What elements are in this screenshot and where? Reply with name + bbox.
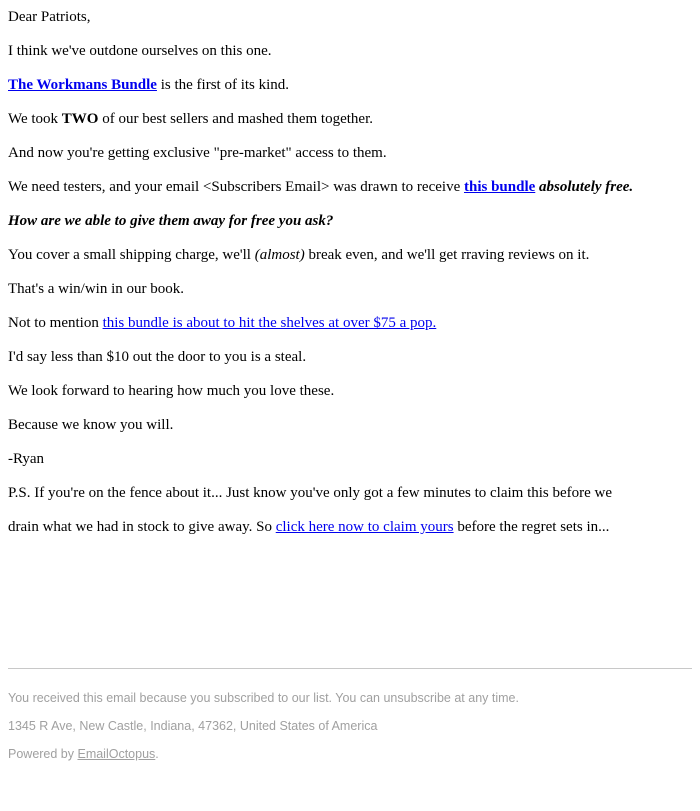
ps-rest: before the regret sets in... (453, 519, 610, 535)
shipping-rest: break even, and we'll get rraving reviews on it. (304, 247, 590, 263)
this-bundle-link-text: this bundle (463, 179, 536, 195)
emailoctopus-link[interactable]: EmailOctopus (77, 747, 156, 761)
footer-powered-by (8, 746, 159, 762)
paragraph-two-best-sellers (8, 110, 373, 128)
greeting: Dear Patriots, (8, 9, 91, 25)
paragraph-steal: I'd say less than $10 out the door to you is a steal. (8, 349, 307, 365)
paragraph-win-win: That's a win/win in our book. (8, 281, 185, 297)
claim-yours-link[interactable]: click here now to claim yours (275, 519, 454, 535)
this-bundle-link[interactable] (464, 179, 535, 195)
ps-line-1: P.S. If you're on the fence about it... Just know you've only got a few minutes to claim this before we (8, 485, 613, 501)
mention-pre: Not to mention (8, 315, 103, 331)
two-pre: We took (8, 111, 62, 127)
paragraph-shipping (8, 246, 589, 264)
signature: -Ryan (8, 451, 45, 467)
ps-pre: drain what we had in stock to give away. So (8, 519, 276, 535)
paragraph-question (8, 212, 333, 230)
ps-line-2 (8, 518, 609, 536)
paragraph-not-to-mention (8, 314, 436, 332)
workmans-bundle-link-text: The Workmans Bundle (8, 77, 157, 93)
workmans-bundle-link[interactable] (8, 77, 157, 93)
powered-by-text: Powered by (8, 747, 78, 761)
shelves-price-link[interactable]: this bundle is about to hit the shelves at over $75 a pop. (102, 315, 437, 331)
shipping-pre: You cover a small shipping charge, we'll (8, 247, 255, 263)
testers-pre: We need testers, and your email <Subscribers Email> was drawn to receive (8, 179, 464, 195)
footer-notice: You received this email because you subscribed to our list. You can unsubscribe at any time. (8, 691, 519, 705)
bundle-intro-rest: is the first of its kind. (156, 77, 290, 93)
absolutely-free-text: absolutely free. (539, 179, 634, 195)
footer-address: 1345 R Ave, New Castle, Indiana, 47362, United States of America (8, 719, 378, 733)
paragraph-testers (8, 178, 633, 196)
paragraph-outdone: I think we've outdone ourselves on this one. (8, 43, 272, 59)
paragraph-bundle-intro (8, 76, 289, 94)
almost-text: (almost) (254, 247, 305, 263)
paragraph-because: Because we know you will. (8, 417, 174, 433)
two-rest: of our best sellers and mashed them together. (98, 111, 373, 127)
two-bold: TWO (61, 111, 99, 127)
footer-divider (8, 668, 692, 669)
powered-by-period: . (155, 747, 159, 761)
paragraph-pre-market: And now you're getting exclusive "pre-market" access to them. (8, 145, 387, 161)
question-text: How are we able to give them away for free you ask? (8, 213, 334, 229)
paragraph-look-forward: We look forward to hearing how much you love these. (8, 383, 335, 399)
